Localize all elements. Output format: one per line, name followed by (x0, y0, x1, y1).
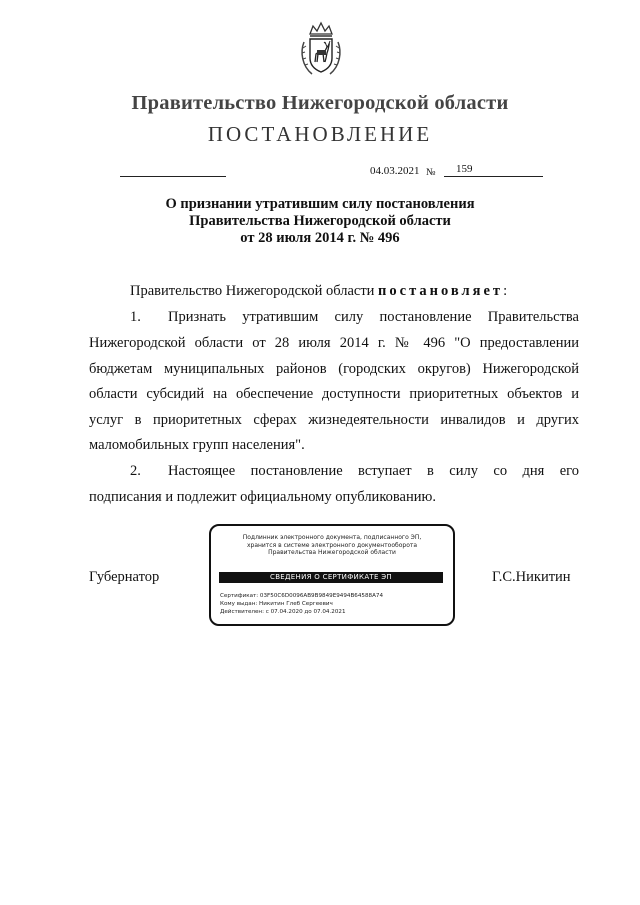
stamp-certificate-bar: СВЕДЕНИЯ О СЕРТИФИКАТЕ ЭП (219, 572, 443, 583)
stamp-certificate-id: Сертификат: 03F50C6D0096AB9B9849E9494B64588A74 (220, 593, 384, 599)
blank-date-line (120, 176, 226, 177)
registration-number: 159 (456, 163, 473, 175)
item-1-number: 1. (130, 309, 141, 325)
item-2-number: 2. (130, 463, 141, 479)
signatory-position: Губернатор (89, 569, 160, 585)
intro-suffix: : (503, 283, 508, 299)
number-sign: № (426, 167, 436, 178)
document-title-line-3: от 28 июля 2014 г. № 496 (240, 230, 400, 246)
stamp-header-line: Правительства Нижегородской области (268, 549, 396, 556)
stamp-issued-to: Кому выдан: Никитин Глеб Сергеевич (220, 601, 333, 607)
coat-of-arms-icon (298, 20, 344, 78)
item-1-line: услуг в приоритетных сферах жизнедеятельности инвалидов и других (89, 412, 579, 428)
stamp-details (220, 592, 383, 616)
intro-paragraph (130, 283, 580, 299)
document-title-line-1: О признании утратившим силу постановления (165, 196, 475, 212)
registration-date: 04.03.2021 (370, 165, 420, 177)
intro-prefix: Правительство Нижегородской области (130, 283, 379, 299)
number-line (444, 176, 543, 177)
item-2-line: подписания и подлежит официальному опубликованию. (89, 489, 436, 505)
intro-verb: постановляет (378, 283, 504, 299)
stamp-header (211, 534, 453, 557)
stamp-header-line: Подлинник электронного документа, подписанного ЭП, (242, 534, 422, 541)
government-title: Правительство Нижегородской области (131, 92, 509, 114)
stamp-validity: Действителен: с 07.04.2020 до 07.04.2021 (220, 609, 346, 615)
item-1-line: Признать утратившим силу постановление Правительства (168, 309, 579, 325)
item-1-line: бюджетам муниципальных районов (городских округов) Нижегородской (89, 361, 579, 377)
document-type: ПОСТАНОВЛЕНИЕ (207, 122, 433, 146)
document-title-line-2: Правительства Нижегородской области (189, 213, 451, 229)
item-1-line: области субсидий на обеспечение доступности приоритетных объектов и (89, 386, 579, 402)
item-1-line: Нижегородской области от 28 июля 2014 г. № 496 "О предоставлении (89, 335, 579, 351)
stamp-header-line: хранится в системе электронного документооборота (246, 541, 418, 549)
electronic-signature-stamp (209, 524, 455, 626)
item-2-line: Настоящее постановление вступает в силу со дня его (168, 463, 579, 479)
item-1-line: маломобильных групп населения". (89, 437, 305, 453)
signatory-name: Г.С.Никитин (492, 569, 571, 585)
